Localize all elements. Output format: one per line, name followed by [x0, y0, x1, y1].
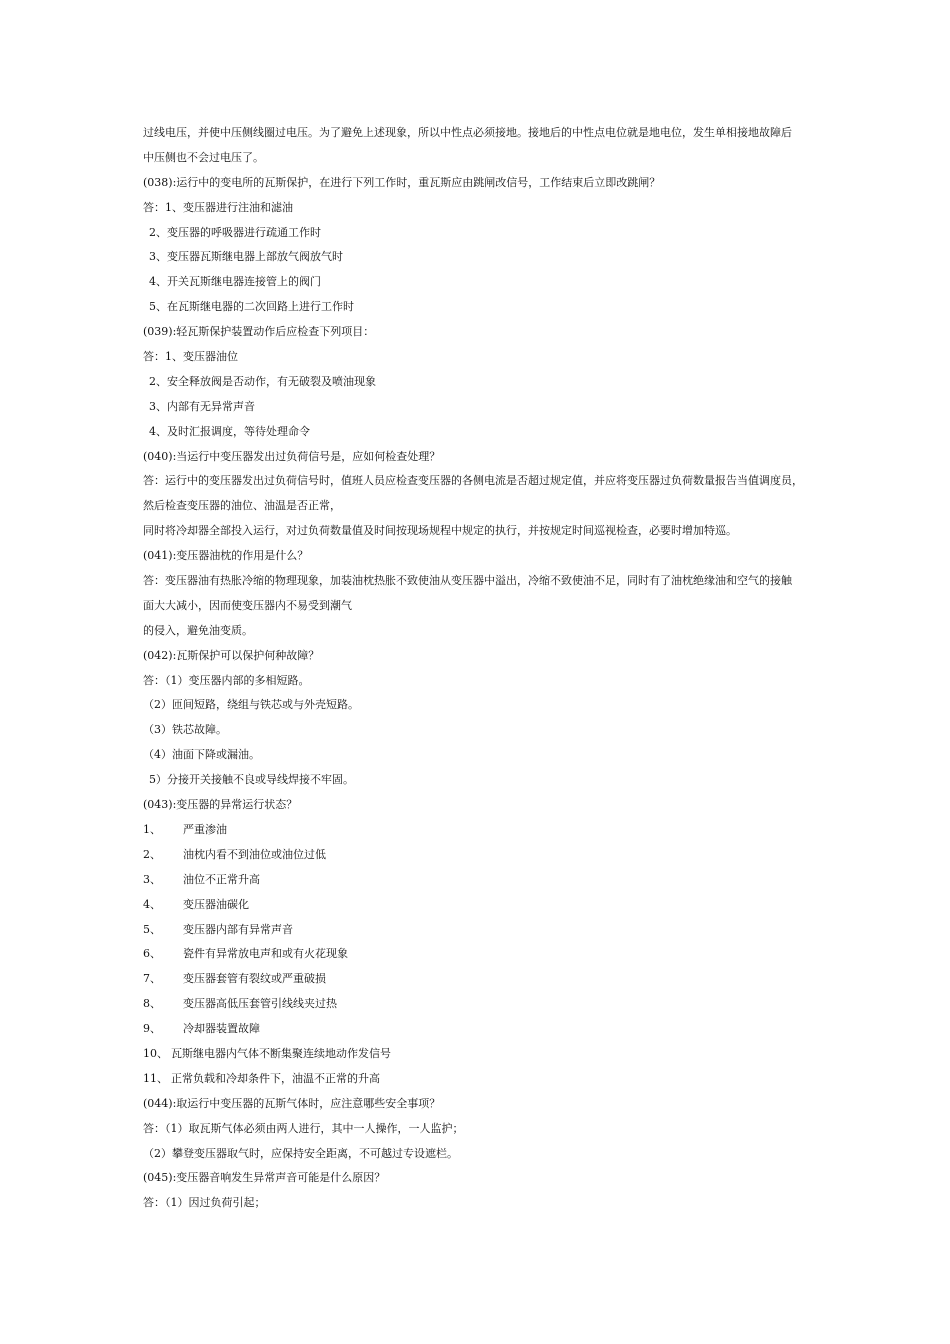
- item-text: 变压器油碳化: [183, 897, 249, 911]
- item-text: 正常负载和冷却条件下，油温不正常的升高: [171, 1071, 380, 1085]
- question-line: (040):当运行中变压器发出过负荷信号是，应如何检查处理？: [143, 449, 441, 463]
- text-line: 答：（1）因过负荷引起；: [143, 1196, 266, 1210]
- question-line: (039):轻瓦斯保护装置动作后应检查下列项目：: [143, 325, 375, 339]
- document-page: [143, 121, 815, 1216]
- text-line: （4）油面下降或漏油。: [143, 748, 260, 762]
- text-line: （2）匝间短路，绕组与铁芯或与外壳短路。: [143, 698, 359, 712]
- numbered-item: [143, 868, 815, 893]
- item-text: 油枕内看不到油位或油位过低: [183, 847, 326, 861]
- question-line: (038):运行中的变电所的瓦斯保护，在进行下列工作时，重瓦斯应由跳闸改信号，工作结束后立即改跳闸？: [143, 175, 661, 189]
- item-text: 瓦斯继电器内气体不断集聚连续地动作发信号: [171, 1046, 391, 1060]
- text-line: 答：运行中的变压器发出过负荷信号时，值班人员应检查变压器的各侧电流是否超过规定值，并应将变压器过负荷数量报告当值调度员，: [143, 474, 803, 488]
- text-line: 答：1、变压器油位: [143, 350, 238, 364]
- numbered-item: [143, 1017, 815, 1042]
- question-line: (044):取运行中变压器的瓦斯气体时，应注意哪些安全事项？: [143, 1096, 441, 1110]
- item-text: 冷却器装置故障: [183, 1022, 260, 1036]
- text-line: 5）分接开关接触不良或导线焊接不牢固。: [149, 773, 354, 787]
- item-number: 10、: [143, 1046, 168, 1060]
- text-line: 答：变压器油有热胀冷缩的物理现象，加装油枕热胀不致使油从变压器中溢出，冷缩不致使油不足，同时有了油枕绝缘油和空气的接触: [143, 574, 792, 588]
- numbered-item: [143, 942, 815, 967]
- text-line: 面大大减小，因而使变压器内不易受到潮气: [143, 598, 352, 612]
- question-line: (042):瓦斯保护可以保护何种故障？: [143, 648, 320, 662]
- item-text: 变压器高低压套管引线线夹过热: [183, 997, 337, 1011]
- item-text: 变压器套管有裂纹或严重破损: [183, 972, 326, 986]
- item-number: 11、: [143, 1071, 168, 1085]
- question-line: (041):变压器油枕的作用是什么？: [143, 549, 309, 563]
- item-number: 6、: [143, 947, 161, 961]
- text-line: 答：1、变压器进行注油和滤油: [143, 200, 293, 214]
- numbered-item: [143, 843, 815, 868]
- item-number: 4、: [143, 897, 161, 911]
- text-line: 同时将冷却器全部投入运行，对过负荷数量值及时间按现场规程中规定的执行，并按规定时间巡视检查，必要时增加特巡。: [143, 524, 737, 538]
- text-line: 过线电压，并使中压侧线圈过电压。为了避免上述现象，所以中性点必须接地。接地后的中性点电位就是地电位，发生单相接地故障后: [143, 126, 792, 139]
- text-line: 4、开关瓦斯继电器连接管上的阀门: [149, 275, 321, 289]
- question-line: (045):变压器音响发生异常声音可能是什么原因？: [143, 1171, 386, 1185]
- text-line: 3、变压器瓦斯继电器上部放气阀放气时: [149, 250, 343, 264]
- text-line: 4、及时汇报调度，等待处理命令: [149, 424, 310, 438]
- item-number: 1、: [143, 822, 161, 836]
- text-line: 然后检查变压器的油位、油温是否正常，: [143, 499, 341, 513]
- text-line: 中压侧也不会过电压了。: [143, 150, 264, 164]
- item-text: 油位不正常升高: [183, 872, 260, 886]
- numbered-item: [143, 967, 815, 992]
- question-line: (043):变压器的异常运行状态？: [143, 798, 298, 812]
- item-text: 变压器内部有异常声音: [183, 922, 293, 936]
- numbered-item: [143, 1042, 815, 1067]
- text-line: 2、安全释放阀是否动作，有无破裂及喷油现象: [149, 374, 376, 388]
- text-line: 3、内部有无异常声音: [149, 399, 255, 413]
- text-line: 2、变压器的呼吸器进行疏通工作时: [149, 225, 321, 239]
- item-number: 9、: [143, 1022, 161, 1036]
- numbered-item: [143, 818, 815, 843]
- text-line: （3）铁芯故障。: [143, 723, 227, 737]
- text-line: 答：（1）取瓦斯气体必须由两人进行，其中一人操作，一人监护；: [143, 1121, 464, 1135]
- item-number: 5、: [143, 922, 161, 936]
- numbered-item: [143, 992, 815, 1017]
- item-number: 3、: [143, 872, 161, 886]
- item-text: 瓷件有异常放电声和或有火花现象: [183, 947, 348, 961]
- text-line: 的侵入，避免油变质。: [143, 623, 253, 637]
- item-number: 2、: [143, 847, 161, 861]
- numbered-item: [143, 893, 815, 918]
- numbered-item: [143, 1067, 815, 1092]
- item-number: 7、: [143, 972, 161, 986]
- text-line: （2）攀登变压器取气时，应保持安全距离，不可越过专设遮栏。: [143, 1146, 458, 1160]
- text-line: 答：（1）变压器内部的多相短路。: [143, 673, 310, 687]
- numbered-item: [143, 918, 815, 943]
- item-number: 8、: [143, 997, 161, 1011]
- item-text: 严重渗油: [183, 822, 227, 836]
- text-line: 5、在瓦斯继电器的二次回路上进行工作时: [149, 300, 354, 314]
